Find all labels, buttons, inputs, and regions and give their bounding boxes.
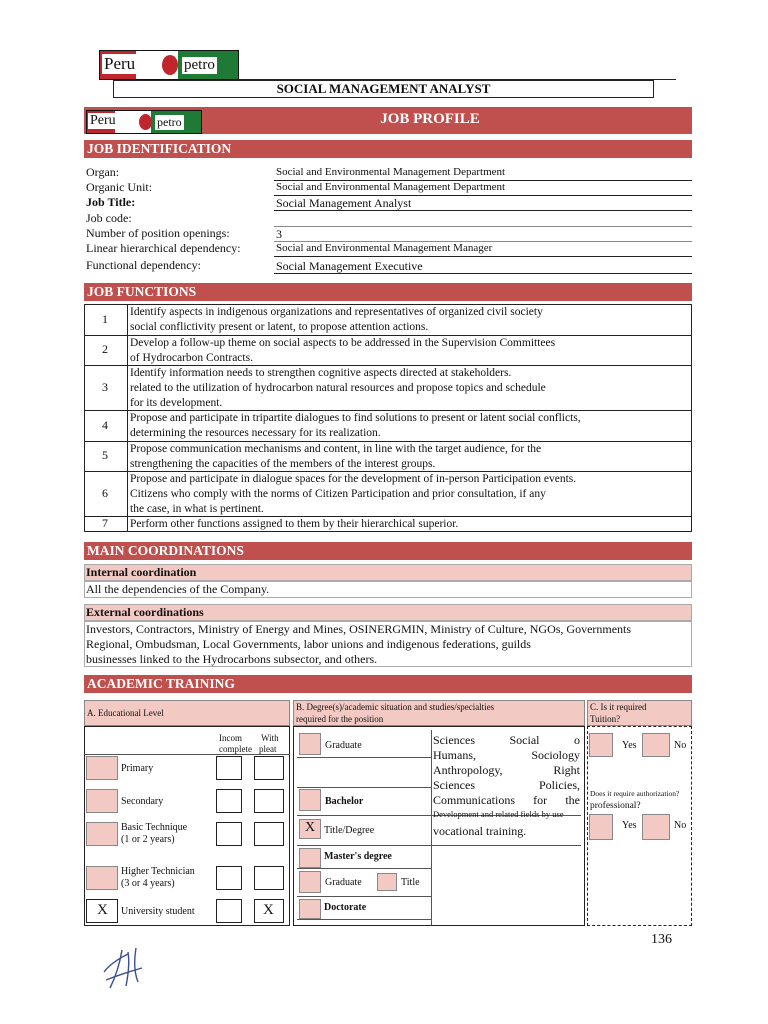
logo-band-text-petro: petro (157, 115, 182, 129)
function-text-line: Develop a follow-up theme on social aspects to be addressed in the Supervision Committees (130, 337, 556, 349)
function-text-line: Propose and participate in tripartite dialogues to find solutions to present or latent social conflicts, (130, 412, 581, 424)
authorization-yes-label: Yes (622, 820, 637, 831)
b-rule (297, 787, 431, 788)
identification-value: Social and Environmental Management Department (276, 166, 506, 178)
function-number: 1 (102, 311, 108, 326)
function-number: 7 (102, 516, 108, 530)
title-degree-label: Title/Degree (324, 825, 375, 836)
identification-label: Job code: (86, 211, 132, 225)
education-level-label: Primary (121, 763, 154, 774)
specialty-line: Anthropology, Right (433, 763, 580, 777)
authorization-question-1: Does it require authorization? (590, 789, 680, 798)
section-job-identification (84, 140, 692, 158)
tuition-yes-label: Yes (622, 740, 637, 751)
specialties-last-line: vocational training. (433, 824, 527, 838)
logo-text-peru: Peru (104, 54, 136, 73)
masters-label: Master's degree (324, 851, 392, 862)
function-text-line: of Hydrocarbon Contracts. (130, 352, 253, 364)
education-level-sublabel: (3 or 4 years) (121, 878, 175, 889)
external-coordination-line: Regional, Ombudsman, Local Governments, labor unions and indigenous federations, guilds (86, 637, 531, 651)
col-b-title-1: B. Degree(s)/academic situation and studies/specialties (296, 702, 495, 712)
bachelor-checkbox[interactable] (299, 789, 321, 811)
incomplete-checkbox[interactable] (216, 789, 242, 813)
incomplete-header-1: Incom (219, 733, 242, 743)
incomplete-header-2: complete (219, 744, 252, 754)
masters-graduate-label: Graduate (325, 877, 362, 888)
company-logo-top (99, 50, 239, 80)
logo-band-flame-icon (139, 114, 152, 130)
section-academic-training-title: ACADEMIC TRAINING (87, 676, 235, 691)
function-text-line: for its development. (130, 397, 223, 409)
identification-value: Social Management Executive (276, 259, 423, 273)
external-coordination-line: businesses linked to the Hydrocarbons subsector, and others. (86, 652, 378, 666)
complete-checkbox[interactable] (254, 789, 284, 813)
tuition-no-checkbox[interactable] (642, 733, 670, 757)
identification-underline (274, 273, 692, 274)
function-text-line: the case, in what is pertinent. (130, 503, 264, 515)
incomplete-checkbox[interactable] (216, 822, 242, 846)
specialties-small-line: Development and related fields by use (433, 809, 564, 819)
identification-value: Social and Environmental Management Department (276, 181, 506, 193)
b-vertical-divider (431, 730, 432, 925)
masters-title-checkbox[interactable] (377, 873, 397, 891)
section-main-coordinations (84, 542, 692, 560)
identification-value: 3 (276, 227, 282, 241)
identification-label: Linear hierarchical dependency: (86, 241, 241, 255)
function-number: 5 (102, 448, 108, 462)
col-a-title: A. Educational Level (87, 708, 164, 718)
complete-checkbox[interactable] (254, 866, 284, 890)
b-rule (297, 896, 431, 897)
function-text-line: Perform other functions assigned to them by their hierarchical superior. (130, 518, 459, 530)
specialty-line: Sciences Policies, (433, 778, 580, 792)
complete-checkbox[interactable] (254, 756, 284, 780)
identification-label: Job Title: (86, 195, 136, 209)
function-text-line: Identify aspects in indigenous organizations and representatives of organized civil society (130, 306, 543, 318)
authorization-yes-checkbox[interactable] (589, 814, 613, 840)
identification-underline (274, 210, 692, 211)
logo-band-text-peru: Peru (90, 113, 116, 128)
identification-label: Organ: (86, 165, 120, 179)
masters-title-label: Title (401, 877, 420, 888)
identification-label: Functional dependency: (86, 258, 201, 272)
graduate-label: Graduate (325, 740, 362, 751)
col-c-title-2: Tuition? (590, 714, 621, 724)
b-rule (297, 919, 431, 920)
education-level-checkbox[interactable] (86, 789, 118, 813)
identification-value: Social and Environmental Management Manager (276, 242, 493, 254)
education-level-label: Secondary (121, 796, 164, 807)
specialty-line: Communications for the (433, 793, 580, 807)
function-text-line: determining the resources necessary for its realization. (130, 427, 381, 439)
complete-mark: X (263, 902, 274, 918)
masters-checkbox[interactable] (299, 848, 321, 868)
internal-coordination-title: Internal coordination (86, 565, 197, 579)
b-rule (297, 868, 431, 869)
logo-text-petro: petro (184, 57, 215, 73)
logo-flame-icon (162, 55, 178, 75)
section-job-functions-title: JOB FUNCTIONS (87, 284, 197, 299)
function-number: 3 (102, 379, 108, 394)
identification-underline (274, 226, 692, 227)
signature-mark (98, 942, 150, 992)
internal-coordination-text: All the dependencies of the Company. (86, 582, 270, 596)
complete-header-2: pleat (259, 744, 277, 754)
function-text-line: Propose communication mechanisms and content, in line with the target audience, for the (130, 443, 542, 455)
title-degree-mark: X (305, 820, 316, 835)
specialty-line: Humans, Sociology (433, 748, 580, 762)
external-coordination-title: External coordinations (86, 605, 204, 619)
education-level-checkbox[interactable] (86, 866, 118, 890)
function-number: 4 (102, 417, 108, 432)
function-text-line: Citizens who comply with the norms of Citizen Participation and prior consultation, if any (130, 488, 546, 500)
complete-checkbox[interactable] (254, 822, 284, 846)
education-level-mark: X (97, 902, 108, 918)
incomplete-checkbox[interactable] (216, 756, 242, 780)
bachelor-label: Bachelor (325, 796, 364, 807)
doc-title: SOCIAL MANAGEMENT ANALYST (276, 81, 491, 96)
tuition-yes-checkbox[interactable] (589, 733, 613, 757)
incomplete-checkbox[interactable] (216, 866, 242, 890)
masters-graduate-checkbox[interactable] (299, 871, 321, 893)
function-number: 2 (102, 342, 108, 356)
incomplete-checkbox[interactable] (216, 899, 242, 923)
authorization-no-label: No (674, 820, 687, 831)
col-c-title-1: C. Is it required (590, 702, 647, 712)
authorization-question-2: professional? (590, 801, 641, 811)
b-rule (297, 757, 431, 758)
education-level-label: Basic Technique (121, 822, 188, 833)
function-text-line: related to the utilization of hydrocarbon natural resources and propose topics and schedule (130, 382, 546, 394)
tuition-no-label: No (674, 740, 687, 751)
job-profile-title: JOB PROFILE (380, 111, 480, 127)
education-level-label: Higher Technician (121, 866, 195, 877)
col-b-title-2: required for the position (296, 714, 384, 724)
functions-number-column-divider (127, 304, 128, 532)
authorization-no-checkbox[interactable] (642, 814, 670, 840)
external-coordination-line: Investors, Contractors, Ministry of Energy and Mines, OSINERGMIN, Ministry of Culture, NGOs, Governments (86, 622, 632, 636)
education-level-checkbox[interactable] (86, 756, 118, 780)
doctorate-label: Doctorate (324, 902, 367, 913)
page-number: 136 (651, 932, 672, 947)
education-level-checkbox[interactable] (86, 822, 118, 846)
section-academic-training (84, 675, 692, 693)
section-job-functions (84, 283, 692, 301)
function-number: 6 (102, 485, 108, 500)
company-logo-band (86, 110, 202, 134)
function-text-line: Propose and participate in dialogue spaces for the development of in-person Participation events. (130, 473, 577, 485)
identification-label: Number of position openings: (86, 226, 230, 240)
section-main-coordinations-title: MAIN COORDINATIONS (87, 543, 244, 558)
education-level-label: University student (121, 906, 195, 917)
graduate-checkbox[interactable] (299, 733, 321, 755)
function-text-line: Identify information needs to strengthen cognitive aspects directed at stakeholders. (130, 367, 512, 379)
complete-header-1: With (261, 733, 279, 743)
identification-value: Social Management Analyst (276, 196, 412, 210)
function-text-line: strengthening the capacities of the members of the interest groups. (130, 458, 436, 470)
function-text-line: social conflictivity present or latent, to propose attention actions. (130, 321, 429, 333)
col-a-subheader-rule (84, 754, 290, 755)
identification-label: Organic Unit: (86, 180, 153, 194)
education-level-sublabel: (1 or 2 years) (121, 834, 175, 845)
section-job-identification-title: JOB IDENTIFICATION (87, 141, 232, 156)
b-rule (297, 845, 581, 846)
doctorate-checkbox[interactable] (299, 899, 321, 919)
specialty-line: Sciences Social o (433, 733, 580, 747)
identification-underline (274, 256, 692, 257)
